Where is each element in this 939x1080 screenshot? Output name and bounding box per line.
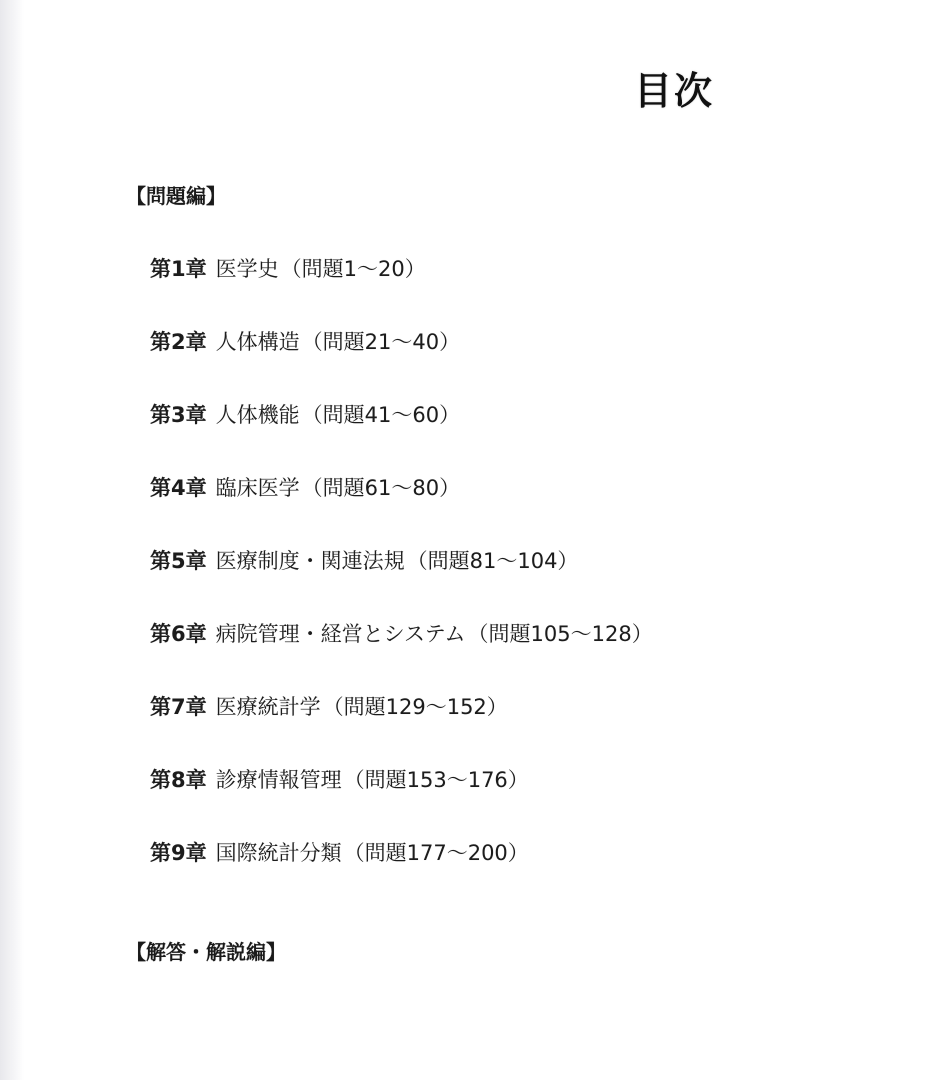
chapter-question-range: （問題41〜60）	[301, 403, 461, 427]
chapter-number: 第4章	[150, 476, 207, 500]
chapter-title: 医療制度・関連法規	[215, 549, 405, 573]
chapter-title: 人体構造	[215, 330, 300, 354]
toc-item-chapter-9[interactable]	[150, 838, 653, 911]
chapter-question-range: （問題129〜152）	[322, 695, 508, 719]
chapter-question-range: （問題153〜176）	[343, 768, 529, 792]
toc-item-chapter-6[interactable]	[150, 619, 653, 692]
toc-item-chapter-7[interactable]	[150, 692, 653, 765]
chapter-number: 第8章	[150, 768, 207, 792]
chapter-question-range: （問題105〜128）	[467, 622, 653, 646]
chapter-number: 第9章	[150, 841, 207, 865]
chapter-title: 医学史	[215, 257, 279, 281]
toc-list	[150, 254, 653, 911]
chapter-number: 第3章	[150, 403, 207, 427]
chapter-title: 医療統計学	[215, 695, 321, 719]
chapter-title: 診療情報管理	[215, 768, 342, 792]
chapter-title: 国際統計分類	[215, 841, 342, 865]
toc-item-chapter-2[interactable]	[150, 327, 653, 400]
chapter-question-range: （問題177〜200）	[343, 841, 529, 865]
chapter-question-range: （問題1〜20）	[280, 257, 426, 281]
chapter-number: 第6章	[150, 622, 207, 646]
toc-item-chapter-1[interactable]	[150, 254, 653, 327]
chapter-number: 第7章	[150, 695, 207, 719]
page-edge-shadow	[0, 0, 24, 1080]
section-heading-questions: 【問題編】	[126, 184, 226, 208]
chapter-number: 第2章	[150, 330, 207, 354]
chapter-title: 臨床医学	[215, 476, 300, 500]
section-heading-answers: 【解答・解説編】	[126, 940, 286, 964]
toc-item-chapter-5[interactable]	[150, 546, 653, 619]
chapter-question-range: （問題61〜80）	[301, 476, 461, 500]
toc-item-chapter-4[interactable]	[150, 473, 653, 546]
chapter-question-range: （問題21〜40）	[301, 330, 461, 354]
chapter-number: 第1章	[150, 257, 207, 281]
toc-item-chapter-3[interactable]	[150, 400, 653, 473]
chapter-question-range: （問題81〜104）	[406, 549, 579, 573]
toc-item-chapter-8[interactable]	[150, 765, 653, 838]
chapter-title: 人体機能	[215, 403, 300, 427]
page-title: 目次	[634, 69, 715, 113]
chapter-title: 病院管理・経営とシステム	[215, 622, 466, 646]
chapter-number: 第5章	[150, 549, 207, 573]
